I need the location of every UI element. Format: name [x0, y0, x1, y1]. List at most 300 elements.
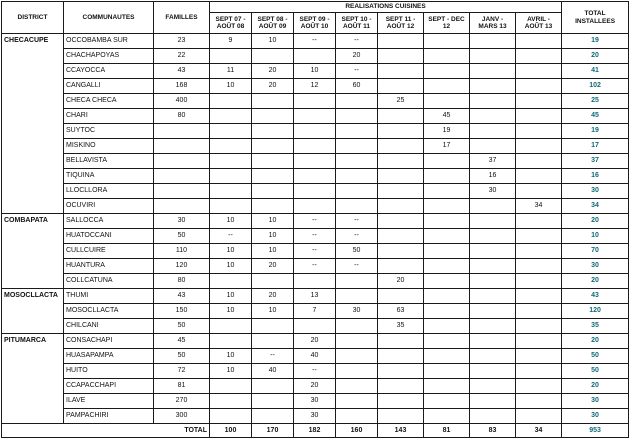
period-cell: 10	[294, 64, 336, 79]
table-row	[2, 334, 629, 349]
district-cell	[2, 139, 64, 154]
period-cell	[378, 289, 424, 304]
period-cell	[336, 184, 378, 199]
table-row	[2, 319, 629, 334]
district-cell: PITUMARCA	[2, 334, 64, 349]
district-cell: COMBAPATA	[2, 214, 64, 229]
total-cell: 50	[562, 349, 629, 364]
period-cell: 10	[210, 214, 252, 229]
total-cell: 30	[562, 394, 629, 409]
table-row	[2, 244, 629, 259]
period-cell	[470, 139, 516, 154]
period-cell	[336, 199, 378, 214]
total-cell: 20	[562, 49, 629, 64]
period-cell: --	[294, 364, 336, 379]
period-cell	[294, 154, 336, 169]
period-total-cell: 100	[210, 424, 252, 438]
period-cell: --	[294, 229, 336, 244]
total-cell: 35	[562, 319, 629, 334]
totals-row	[2, 424, 629, 438]
period-cell	[424, 49, 470, 64]
families-header: FAMILLES	[154, 2, 210, 34]
realisations-header: REALISATIONS CUISINES	[210, 2, 562, 13]
totals-label: TOTAL	[2, 424, 210, 438]
families-cell: 43	[154, 64, 210, 79]
period-cell: --	[294, 214, 336, 229]
period-cell	[424, 334, 470, 349]
community-cell: CHARI	[64, 109, 154, 124]
families-cell: 80	[154, 109, 210, 124]
period-cell	[252, 139, 294, 154]
district-cell	[2, 79, 64, 94]
period-cell	[252, 49, 294, 64]
period-cell	[378, 259, 424, 274]
period-cell	[210, 169, 252, 184]
period-cell	[424, 214, 470, 229]
community-cell: CHACHAPOYAS	[64, 49, 154, 64]
families-cell: 168	[154, 79, 210, 94]
period-cell	[378, 199, 424, 214]
period-cell	[470, 334, 516, 349]
cookstove-installations-table	[1, 1, 629, 438]
period-cell	[424, 259, 470, 274]
table-row	[2, 259, 629, 274]
district-cell	[2, 199, 64, 214]
total-cell: 45	[562, 109, 629, 124]
period-cell	[516, 64, 562, 79]
families-cell: 22	[154, 49, 210, 64]
period-cell	[424, 274, 470, 289]
period-cell	[516, 349, 562, 364]
period-cell: 10	[210, 244, 252, 259]
families-cell: 45	[154, 334, 210, 349]
period-cell	[378, 124, 424, 139]
period-cell: --	[294, 244, 336, 259]
period-cell: 13	[294, 289, 336, 304]
district-cell	[2, 184, 64, 199]
period-cell	[336, 154, 378, 169]
period-cell	[210, 274, 252, 289]
table-row	[2, 214, 629, 229]
period-cell	[210, 184, 252, 199]
community-cell: CANGALLI	[64, 79, 154, 94]
period-cell	[516, 49, 562, 64]
district-cell	[2, 109, 64, 124]
table-row	[2, 79, 629, 94]
period-cell	[252, 319, 294, 334]
period-cell: 37	[470, 154, 516, 169]
period-cell	[516, 244, 562, 259]
period-cell	[424, 289, 470, 304]
total-cell: 120	[562, 304, 629, 319]
families-cell: 23	[154, 34, 210, 49]
district-cell	[2, 259, 64, 274]
period-cell	[470, 199, 516, 214]
period-cell	[470, 79, 516, 94]
period-cell	[424, 304, 470, 319]
period-cell	[424, 229, 470, 244]
period-cell: 20	[294, 334, 336, 349]
families-cell: 72	[154, 364, 210, 379]
period-cell: 10	[210, 304, 252, 319]
period-cell: 20	[378, 274, 424, 289]
period-cell	[336, 379, 378, 394]
period-cell	[424, 169, 470, 184]
period-cell: --	[336, 229, 378, 244]
period-total-cell: 34	[516, 424, 562, 438]
community-cell: LLOCLLORA	[64, 184, 154, 199]
period-cell	[336, 274, 378, 289]
district-cell	[2, 154, 64, 169]
period-cell	[516, 334, 562, 349]
period-cell	[516, 364, 562, 379]
total-cell: 25	[562, 94, 629, 109]
families-cell: 50	[154, 229, 210, 244]
families-cell	[154, 169, 210, 184]
period-cell: 35	[378, 319, 424, 334]
community-cell: HUANTURA	[64, 259, 154, 274]
district-cell	[2, 349, 64, 364]
period-cell: 9	[210, 34, 252, 49]
period-cell	[470, 319, 516, 334]
period-cell	[210, 109, 252, 124]
table-row	[2, 184, 629, 199]
period-header: SEPT 11 - AOÛT 12	[378, 13, 424, 34]
period-total-cell: 160	[336, 424, 378, 438]
period-cell: 63	[378, 304, 424, 319]
period-cell: 10	[252, 304, 294, 319]
total-cell: 17	[562, 139, 629, 154]
period-cell	[470, 64, 516, 79]
period-cell	[294, 94, 336, 109]
community-cell: OCUVIRI	[64, 199, 154, 214]
total-cell: 20	[562, 214, 629, 229]
period-cell: 10	[210, 349, 252, 364]
period-total-cell: 182	[294, 424, 336, 438]
period-cell: --	[294, 34, 336, 49]
period-cell	[252, 199, 294, 214]
grand-total-cell: 953	[562, 424, 629, 438]
total-header: TOTAL INSTALLEES	[562, 2, 629, 34]
district-cell	[2, 229, 64, 244]
families-cell: 300	[154, 409, 210, 424]
period-cell: 34	[516, 199, 562, 214]
table-row	[2, 109, 629, 124]
period-cell	[378, 109, 424, 124]
period-cell: 40	[294, 349, 336, 364]
period-cell	[378, 244, 424, 259]
families-cell: 81	[154, 379, 210, 394]
period-cell	[516, 34, 562, 49]
period-cell	[470, 49, 516, 64]
families-cell: 80	[154, 274, 210, 289]
period-cell	[294, 199, 336, 214]
table-body	[2, 34, 629, 438]
district-cell	[2, 319, 64, 334]
period-cell	[336, 349, 378, 364]
table-row	[2, 304, 629, 319]
period-cell	[516, 184, 562, 199]
period-cell	[516, 154, 562, 169]
period-cell: 60	[336, 79, 378, 94]
period-cell: 10	[252, 244, 294, 259]
period-cell	[470, 274, 516, 289]
community-cell: HUITO	[64, 364, 154, 379]
period-cell	[424, 349, 470, 364]
period-header: SEPT 09 - AOÛT 10	[294, 13, 336, 34]
period-cell: 20	[336, 49, 378, 64]
period-cell: 10	[210, 79, 252, 94]
period-cell	[470, 304, 516, 319]
period-cell	[252, 154, 294, 169]
period-cell: 10	[252, 214, 294, 229]
period-cell: 30	[294, 409, 336, 424]
district-cell	[2, 379, 64, 394]
period-cell	[378, 169, 424, 184]
families-cell	[154, 184, 210, 199]
community-cell: TIQUINA	[64, 169, 154, 184]
table-row	[2, 349, 629, 364]
period-cell: 16	[470, 169, 516, 184]
families-cell	[154, 139, 210, 154]
period-cell: 12	[294, 79, 336, 94]
district-cell	[2, 274, 64, 289]
period-cell	[470, 94, 516, 109]
district-cell: CHECACUPE	[2, 34, 64, 49]
table-row	[2, 394, 629, 409]
period-cell: 10	[210, 259, 252, 274]
period-cell	[424, 244, 470, 259]
period-cell	[470, 259, 516, 274]
community-header: COMMUNAUTES	[64, 2, 154, 34]
period-cell	[470, 229, 516, 244]
table-row	[2, 169, 629, 184]
district-cell	[2, 49, 64, 64]
period-cell	[252, 94, 294, 109]
total-cell: 102	[562, 79, 629, 94]
period-cell	[294, 319, 336, 334]
families-cell: 43	[154, 289, 210, 304]
total-cell: 70	[562, 244, 629, 259]
period-cell	[516, 259, 562, 274]
period-cell: --	[294, 259, 336, 274]
period-cell	[470, 214, 516, 229]
period-cell	[516, 274, 562, 289]
total-cell: 19	[562, 124, 629, 139]
period-cell	[470, 394, 516, 409]
district-cell	[2, 124, 64, 139]
families-cell	[154, 124, 210, 139]
table-row	[2, 64, 629, 79]
total-cell: 34	[562, 199, 629, 214]
period-cell	[210, 379, 252, 394]
table-row	[2, 289, 629, 304]
period-cell: 10	[252, 34, 294, 49]
period-cell	[424, 34, 470, 49]
period-cell	[336, 109, 378, 124]
total-cell: 43	[562, 289, 629, 304]
table-row	[2, 199, 629, 214]
community-cell: SUYTOC	[64, 124, 154, 139]
period-cell	[378, 139, 424, 154]
period-cell	[252, 124, 294, 139]
period-cell	[378, 394, 424, 409]
community-cell: MISKINO	[64, 139, 154, 154]
period-cell	[294, 49, 336, 64]
district-cell	[2, 364, 64, 379]
district-cell	[2, 169, 64, 184]
period-cell	[516, 304, 562, 319]
period-cell	[470, 349, 516, 364]
period-cell	[470, 109, 516, 124]
period-total-cell: 81	[424, 424, 470, 438]
families-cell: 120	[154, 259, 210, 274]
period-cell	[516, 124, 562, 139]
period-cell	[378, 214, 424, 229]
table-row	[2, 124, 629, 139]
families-cell: 150	[154, 304, 210, 319]
total-cell: 20	[562, 379, 629, 394]
families-cell	[154, 199, 210, 214]
period-cell	[516, 94, 562, 109]
period-cell	[378, 379, 424, 394]
period-cell	[294, 274, 336, 289]
period-cell	[252, 334, 294, 349]
community-cell: COLLCATUNA	[64, 274, 154, 289]
table-row	[2, 379, 629, 394]
community-cell: CONSACHAPI	[64, 334, 154, 349]
period-cell	[378, 364, 424, 379]
period-cell: 10	[252, 229, 294, 244]
period-cell	[336, 319, 378, 334]
period-cell: 25	[378, 94, 424, 109]
period-cell: 40	[252, 364, 294, 379]
total-cell: 20	[562, 334, 629, 349]
district-cell	[2, 394, 64, 409]
total-cell: 50	[562, 364, 629, 379]
period-cell	[516, 169, 562, 184]
families-cell: 110	[154, 244, 210, 259]
total-cell: 30	[562, 184, 629, 199]
period-cell: 19	[424, 124, 470, 139]
period-cell	[336, 364, 378, 379]
community-cell: CULLCUIRE	[64, 244, 154, 259]
period-cell	[516, 394, 562, 409]
period-cell	[210, 334, 252, 349]
period-cell	[516, 289, 562, 304]
families-cell: 50	[154, 319, 210, 334]
community-cell: HUASAPAMPA	[64, 349, 154, 364]
period-cell	[424, 79, 470, 94]
period-cell	[210, 199, 252, 214]
period-cell: 11	[210, 64, 252, 79]
period-cell	[424, 319, 470, 334]
families-cell: 270	[154, 394, 210, 409]
period-cell	[210, 139, 252, 154]
period-cell	[470, 289, 516, 304]
total-cell: 37	[562, 154, 629, 169]
total-cell: 41	[562, 64, 629, 79]
period-cell	[378, 49, 424, 64]
community-cell: OCCOBAMBA SUR	[64, 34, 154, 49]
period-cell: --	[336, 64, 378, 79]
period-cell: 30	[336, 304, 378, 319]
header-row	[2, 2, 629, 13]
community-cell: SALLOCCA	[64, 214, 154, 229]
period-cell	[336, 394, 378, 409]
table-row	[2, 94, 629, 109]
period-cell	[470, 124, 516, 139]
period-cell	[336, 334, 378, 349]
period-cell	[210, 394, 252, 409]
period-cell: 45	[424, 109, 470, 124]
community-cell: CCAPACCHAPI	[64, 379, 154, 394]
period-cell	[294, 169, 336, 184]
total-cell: 16	[562, 169, 629, 184]
period-cell: 30	[470, 184, 516, 199]
period-header: SEPT 08 - AOÛT 09	[252, 13, 294, 34]
period-cell	[378, 349, 424, 364]
period-cell: --	[210, 229, 252, 244]
period-cell	[336, 289, 378, 304]
period-cell	[470, 34, 516, 49]
period-cell	[516, 139, 562, 154]
period-cell	[252, 109, 294, 124]
district-header: DISTRICT	[2, 2, 64, 34]
community-cell: BELLAVISTA	[64, 154, 154, 169]
period-cell	[470, 244, 516, 259]
period-cell	[516, 229, 562, 244]
period-cell	[516, 319, 562, 334]
total-cell: 30	[562, 259, 629, 274]
families-cell	[154, 154, 210, 169]
period-cell: 20	[252, 79, 294, 94]
period-cell: 30	[294, 394, 336, 409]
period-cell	[252, 169, 294, 184]
period-cell	[516, 109, 562, 124]
period-total-cell: 83	[470, 424, 516, 438]
period-header: JANV - MARS 13	[470, 13, 516, 34]
period-cell	[252, 394, 294, 409]
period-cell: 20	[252, 289, 294, 304]
community-cell: ILAVE	[64, 394, 154, 409]
table-row	[2, 154, 629, 169]
table-row	[2, 49, 629, 64]
period-cell	[294, 139, 336, 154]
period-cell	[378, 79, 424, 94]
period-cell	[210, 94, 252, 109]
period-cell: --	[252, 349, 294, 364]
period-cell: 20	[252, 259, 294, 274]
period-cell	[336, 124, 378, 139]
period-cell	[424, 184, 470, 199]
period-cell	[424, 64, 470, 79]
period-cell	[378, 64, 424, 79]
period-cell	[210, 154, 252, 169]
district-cell: MOSOCLLACTA	[2, 289, 64, 304]
community-cell: CCAYOCCA	[64, 64, 154, 79]
table-row	[2, 364, 629, 379]
period-cell	[378, 334, 424, 349]
period-total-cell: 143	[378, 424, 424, 438]
table-header	[2, 2, 629, 34]
period-total-cell: 170	[252, 424, 294, 438]
period-cell: 7	[294, 304, 336, 319]
period-cell	[252, 379, 294, 394]
table-row	[2, 274, 629, 289]
total-cell: 10	[562, 229, 629, 244]
district-cell	[2, 94, 64, 109]
